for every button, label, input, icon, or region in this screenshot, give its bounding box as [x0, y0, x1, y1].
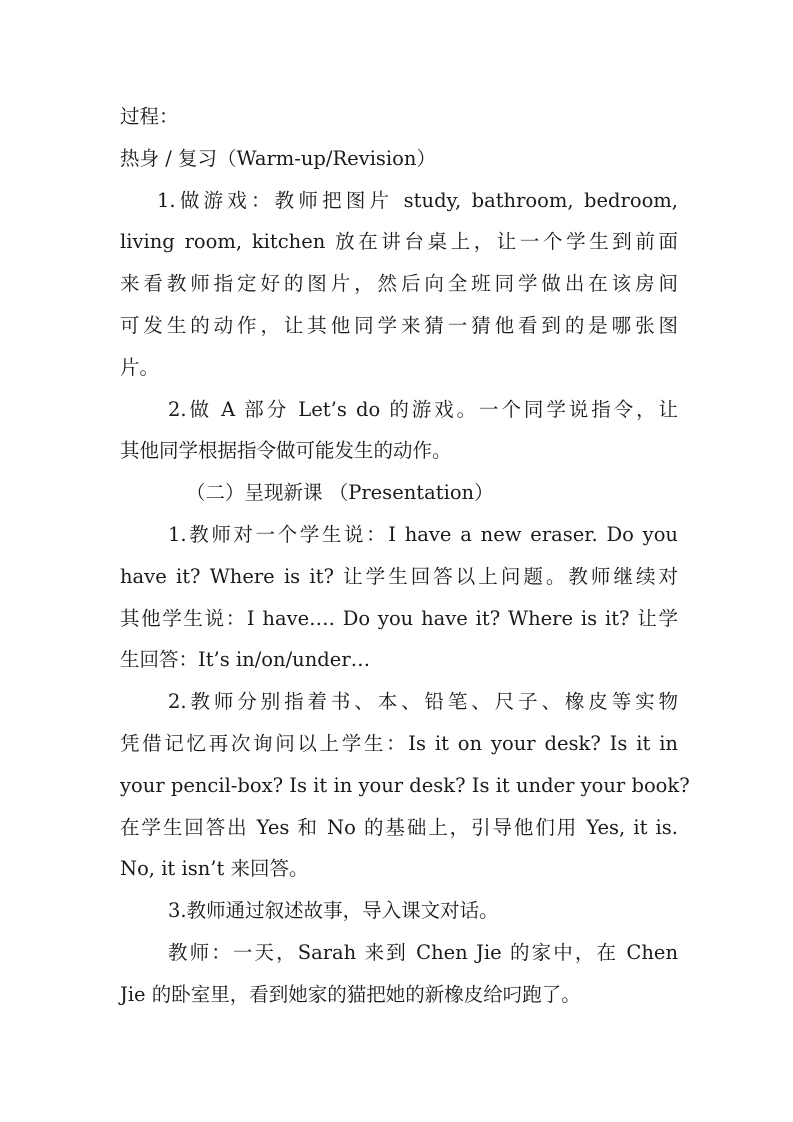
paragraph-line: 在学生回答出 Yes 和 No 的基础上，引导他们用 Yes, it is. [120, 815, 678, 839]
document-body [120, 96, 690, 1016]
paragraph-line: 2.做 A 部分 Let’s do 的游戏。一个同学说指令，让 [168, 397, 678, 421]
heading-warmup: 热身 / 复习（Warm-up/Revision） [120, 146, 436, 170]
paragraph-line: 可发生的动作，让其他同学来猜一猜他看到的是哪张图 [120, 313, 678, 337]
paragraph-line: 1.做游戏：教师把图片 study, bathroom, bedroom, [157, 188, 678, 212]
paragraph-line: 片。 [120, 355, 160, 379]
paragraph-line: living room, kitchen 放在讲台桌上，让一个学生到前面 [120, 230, 678, 254]
paragraph-line: 教师：一天，Sarah 来到 Chen Jie 的家中，在 Chen [168, 940, 678, 964]
paragraph-line: 来看教师指定好的图片，然后向全班同学做出在该房间 [120, 272, 678, 296]
paragraph-line: your pencil-box? Is it in your desk? Is it under your book? [120, 773, 690, 797]
paragraph-line: 凭借记忆再次询问以上学生：Is it on your desk? Is it in [120, 731, 678, 755]
paragraph-line: 3.教师通过叙述故事，导入课文对话。 [168, 899, 499, 923]
paragraph-line: 其他同学根据指令做可能发生的动作。 [120, 439, 452, 463]
paragraph-line: 1.教师对一个学生说：I have a new eraser. Do you [168, 522, 678, 546]
paragraph-line: 2.教师分别指着书、本、铅笔、尺子、橡皮等实物 [168, 690, 678, 714]
paragraph-line: 其他学生说：I have…. Do you have it? Where is it? 让学 [120, 606, 678, 630]
heading-process: 过程： [120, 105, 179, 128]
paragraph-line: No, it isn’t 来回答。 [120, 857, 309, 881]
section-heading-presentation: （二）呈现新课 （Presentation） [186, 481, 494, 505]
paragraph-line: have it? Where is it? 让学生回答以上问题。教师继续对 [120, 564, 678, 588]
paragraph-line: Jie 的卧室里，看到她家的猫把她的新橡皮给叼跑了。 [120, 982, 581, 1006]
paragraph-line: 生回答：It’s in/on/under… [120, 648, 371, 672]
